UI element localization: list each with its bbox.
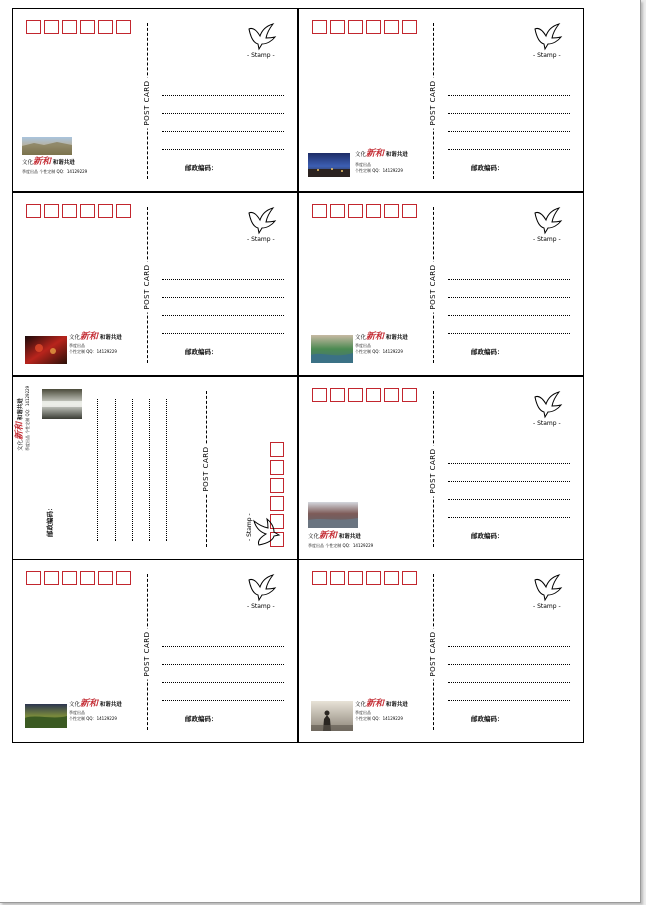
postal-code-box (330, 20, 345, 34)
postal-code-box (312, 20, 327, 34)
info-text (22, 169, 87, 174)
info-line: 季度出品 (69, 710, 85, 715)
postal-code-label: 邮政编码： (185, 348, 218, 356)
dove-stamp-icon (533, 207, 563, 235)
postal-code-box (26, 20, 41, 34)
postal-code-boxes (312, 571, 417, 585)
postal-code-box (44, 20, 59, 34)
brand-slogan (355, 700, 408, 709)
postal-code-label: 邮政编码： (185, 164, 218, 172)
address-line (448, 481, 570, 482)
address-line (149, 399, 150, 541)
brand-mark: 新和 (80, 699, 99, 709)
postal-code-box (312, 388, 327, 402)
postal-code-label: 邮政编码： (471, 348, 504, 356)
postal-code-box (366, 20, 381, 34)
post-card-label: POST CARD (202, 443, 210, 494)
postal-code-box (366, 388, 381, 402)
dove-stamp-icon (533, 23, 563, 51)
postal-code-label: 邮政编码： (471, 532, 504, 540)
postal-code-box (26, 571, 41, 585)
address-line (162, 131, 284, 132)
address-line (162, 149, 284, 150)
stamp-label: - Stamp - (533, 52, 561, 59)
brand-suffix: 和谐共进 (385, 335, 408, 341)
info-text (69, 710, 117, 721)
postal-code-label: 邮政编码： (471, 164, 504, 172)
dove-stamp-icon (247, 574, 277, 602)
info-line: 季度出品 (355, 343, 371, 348)
address-line (166, 399, 167, 541)
brand-mark: 新和 (366, 149, 385, 159)
postal-code-label: 邮政编码： (46, 504, 54, 537)
brand-slogan (69, 700, 122, 709)
postal-code-box (98, 204, 113, 218)
brand-mark: 新和 (319, 531, 338, 541)
postal-code-box (44, 571, 59, 585)
brand-suffix: 和谐共进 (385, 702, 408, 708)
postal-code-boxes (26, 204, 131, 218)
postal-code-box (116, 571, 131, 585)
brand-mark: 新和 (15, 421, 25, 440)
address-line (162, 315, 284, 316)
postal-code-box (26, 204, 41, 218)
brand-prefix: 文化 (18, 439, 24, 451)
info-text (69, 343, 117, 354)
postal-code-box (116, 204, 131, 218)
address-line (97, 399, 98, 541)
postal-code-label: 邮政编码： (185, 715, 218, 723)
brand-prefix: 文化 (355, 335, 367, 341)
postal-code-box (330, 388, 345, 402)
postal-code-box (330, 571, 345, 585)
river-town-photo (311, 335, 353, 363)
postal-code-box (366, 204, 381, 218)
info-line: 个性定制 QQ：14129229 (355, 168, 403, 173)
address-line (162, 664, 284, 665)
postal-code-boxes (26, 20, 131, 34)
address-line (448, 297, 570, 298)
night-city-photo (308, 153, 350, 177)
brand-slogan (355, 333, 408, 342)
postal-code-box (116, 20, 131, 34)
postal-code-box (330, 204, 345, 218)
info-line: 个性定制 QQ：14129229 (355, 348, 403, 354)
address-line (448, 131, 570, 132)
brand-prefix: 文化 (355, 152, 367, 158)
info-line: 季度出品 (22, 169, 38, 174)
address-line (162, 682, 284, 683)
night-festival-photo (25, 336, 67, 364)
postal-code-box (348, 571, 363, 585)
postal-code-box (348, 204, 363, 218)
info-line: 季度出品 (25, 435, 30, 451)
postal-code-box (312, 204, 327, 218)
info-line: 个性定制 QQ：14129229 (39, 169, 88, 174)
postcard-sheet (12, 8, 584, 743)
postal-code-box (348, 388, 363, 402)
postal-code-box (402, 204, 417, 218)
address-line (162, 700, 284, 701)
info-text (355, 710, 403, 721)
postcard-5 (12, 376, 298, 560)
postal-code-box (402, 571, 417, 585)
postal-code-box (366, 571, 381, 585)
stamp-label: - Stamp - (247, 52, 275, 59)
address-line (162, 279, 284, 280)
address-line (162, 95, 284, 96)
grassland-photo (22, 137, 72, 155)
brand-prefix: 文化 (308, 534, 320, 540)
post-card-label: POST CARD (143, 628, 151, 679)
info-line: 季度出品 (355, 162, 371, 167)
address-line (448, 463, 570, 464)
dove-stamp-icon (533, 574, 563, 602)
brand-mark: 新和 (80, 332, 99, 342)
address-line (448, 517, 570, 518)
brand-suffix: 和谐共进 (338, 534, 361, 540)
info-line: 个性定制 QQ：14129229 (25, 385, 30, 434)
brand-slogan (308, 532, 361, 541)
address-line (162, 646, 284, 647)
postcard-4 (298, 192, 584, 376)
postal-code-box (270, 442, 284, 457)
postal-code-box (62, 571, 77, 585)
misty-silhouette-photo (311, 701, 353, 731)
info-line: 季度出品 (69, 343, 85, 348)
brand-mark: 新和 (33, 157, 52, 167)
info-text (355, 162, 403, 174)
rotated-card-content (13, 377, 298, 560)
brand-suffix: 和谐共进 (52, 160, 75, 166)
brand-prefix: 文化 (69, 335, 81, 341)
brand-suffix: 和谐共进 (99, 335, 122, 341)
postal-code-box (44, 204, 59, 218)
postal-code-box (402, 388, 417, 402)
postal-code-box (348, 20, 363, 34)
postal-code-box (270, 478, 284, 493)
postal-code-box (270, 460, 284, 475)
brand-slogan (22, 158, 75, 167)
address-line (448, 333, 570, 334)
brand-suffix: 和谐共进 (385, 152, 408, 158)
stamp-label: - Stamp - (533, 236, 561, 243)
info-text (355, 343, 403, 354)
postal-code-boxes (312, 388, 417, 402)
waterfall-photo (42, 389, 82, 419)
info-line: 季度出品 (308, 543, 324, 548)
postal-code-box (402, 20, 417, 34)
brand-suffix: 和谐共进 (99, 702, 122, 708)
info-line: 个性定制 QQ：14129229 (325, 543, 374, 548)
brand-slogan (16, 398, 25, 451)
address-line (448, 113, 570, 114)
postcard-8 (298, 559, 584, 743)
address-line (115, 399, 116, 541)
address-line (448, 682, 570, 683)
dove-stamp-icon (533, 391, 563, 419)
dove-stamp-icon (247, 207, 277, 235)
dove-stamp-icon (253, 517, 281, 547)
postal-code-box (98, 571, 113, 585)
post-card-label: POST CARD (143, 261, 151, 312)
postal-code-box (384, 571, 399, 585)
postal-code-box (80, 204, 95, 218)
post-card-label: POST CARD (143, 77, 151, 128)
postcard-7 (12, 559, 298, 743)
postal-code-box (270, 496, 284, 511)
address-line (132, 399, 133, 541)
address-line (448, 499, 570, 500)
stamp-label: - Stamp - (247, 603, 275, 610)
address-line (448, 646, 570, 647)
brand-mark: 新和 (366, 699, 385, 709)
postal-code-box (98, 20, 113, 34)
address-line (162, 333, 284, 334)
postal-code-boxes (312, 20, 417, 34)
stamp-label: - Stamp - (533, 420, 561, 427)
postcard-3 (12, 192, 298, 376)
postcard-1 (12, 8, 298, 192)
postcard-2 (298, 8, 584, 192)
postal-code-box (62, 20, 77, 34)
postal-code-boxes (312, 204, 417, 218)
river-trees-photo (308, 502, 358, 528)
address-line (448, 95, 570, 96)
post-card-label: POST CARD (429, 77, 437, 128)
address-line (448, 149, 570, 150)
stamp-label: - Stamp - (246, 513, 253, 541)
info-line: 个性定制 QQ：14129229 (69, 715, 117, 721)
postal-code-box (62, 204, 77, 218)
postal-code-box (80, 571, 95, 585)
address-line (448, 700, 570, 701)
brand-prefix: 文化 (69, 702, 81, 708)
dove-stamp-icon (247, 23, 277, 51)
postal-code-label: 邮政编码： (471, 715, 504, 723)
brand-prefix: 文化 (355, 702, 367, 708)
postal-code-box (384, 204, 399, 218)
brand-suffix: 和谐共进 (18, 398, 24, 421)
info-text (25, 386, 30, 451)
post-card-label: POST CARD (429, 628, 437, 679)
address-line (448, 315, 570, 316)
info-text (308, 543, 373, 549)
postal-code-boxes (26, 571, 131, 585)
brand-slogan (355, 150, 408, 159)
postal-code-box (384, 388, 399, 402)
post-card-label: POST CARD (429, 445, 437, 496)
postal-code-box (384, 20, 399, 34)
postcard-6 (298, 376, 584, 560)
stamp-label: - Stamp - (533, 603, 561, 610)
brand-mark: 新和 (366, 332, 385, 342)
green-valley-photo (25, 704, 67, 728)
info-line: 季度出品 (355, 710, 371, 715)
brand-prefix: 文化 (22, 160, 34, 166)
postal-code-box (80, 20, 95, 34)
brand-slogan (69, 333, 122, 342)
info-line: 个性定制 QQ：14129229 (69, 348, 117, 354)
info-line: 个性定制 QQ：14129229 (355, 715, 403, 721)
postal-code-box (312, 571, 327, 585)
address-line (162, 297, 284, 298)
address-line (448, 279, 570, 280)
stamp-label: - Stamp - (247, 236, 275, 243)
post-card-label: POST CARD (429, 261, 437, 312)
address-line (162, 113, 284, 114)
address-line (448, 664, 570, 665)
